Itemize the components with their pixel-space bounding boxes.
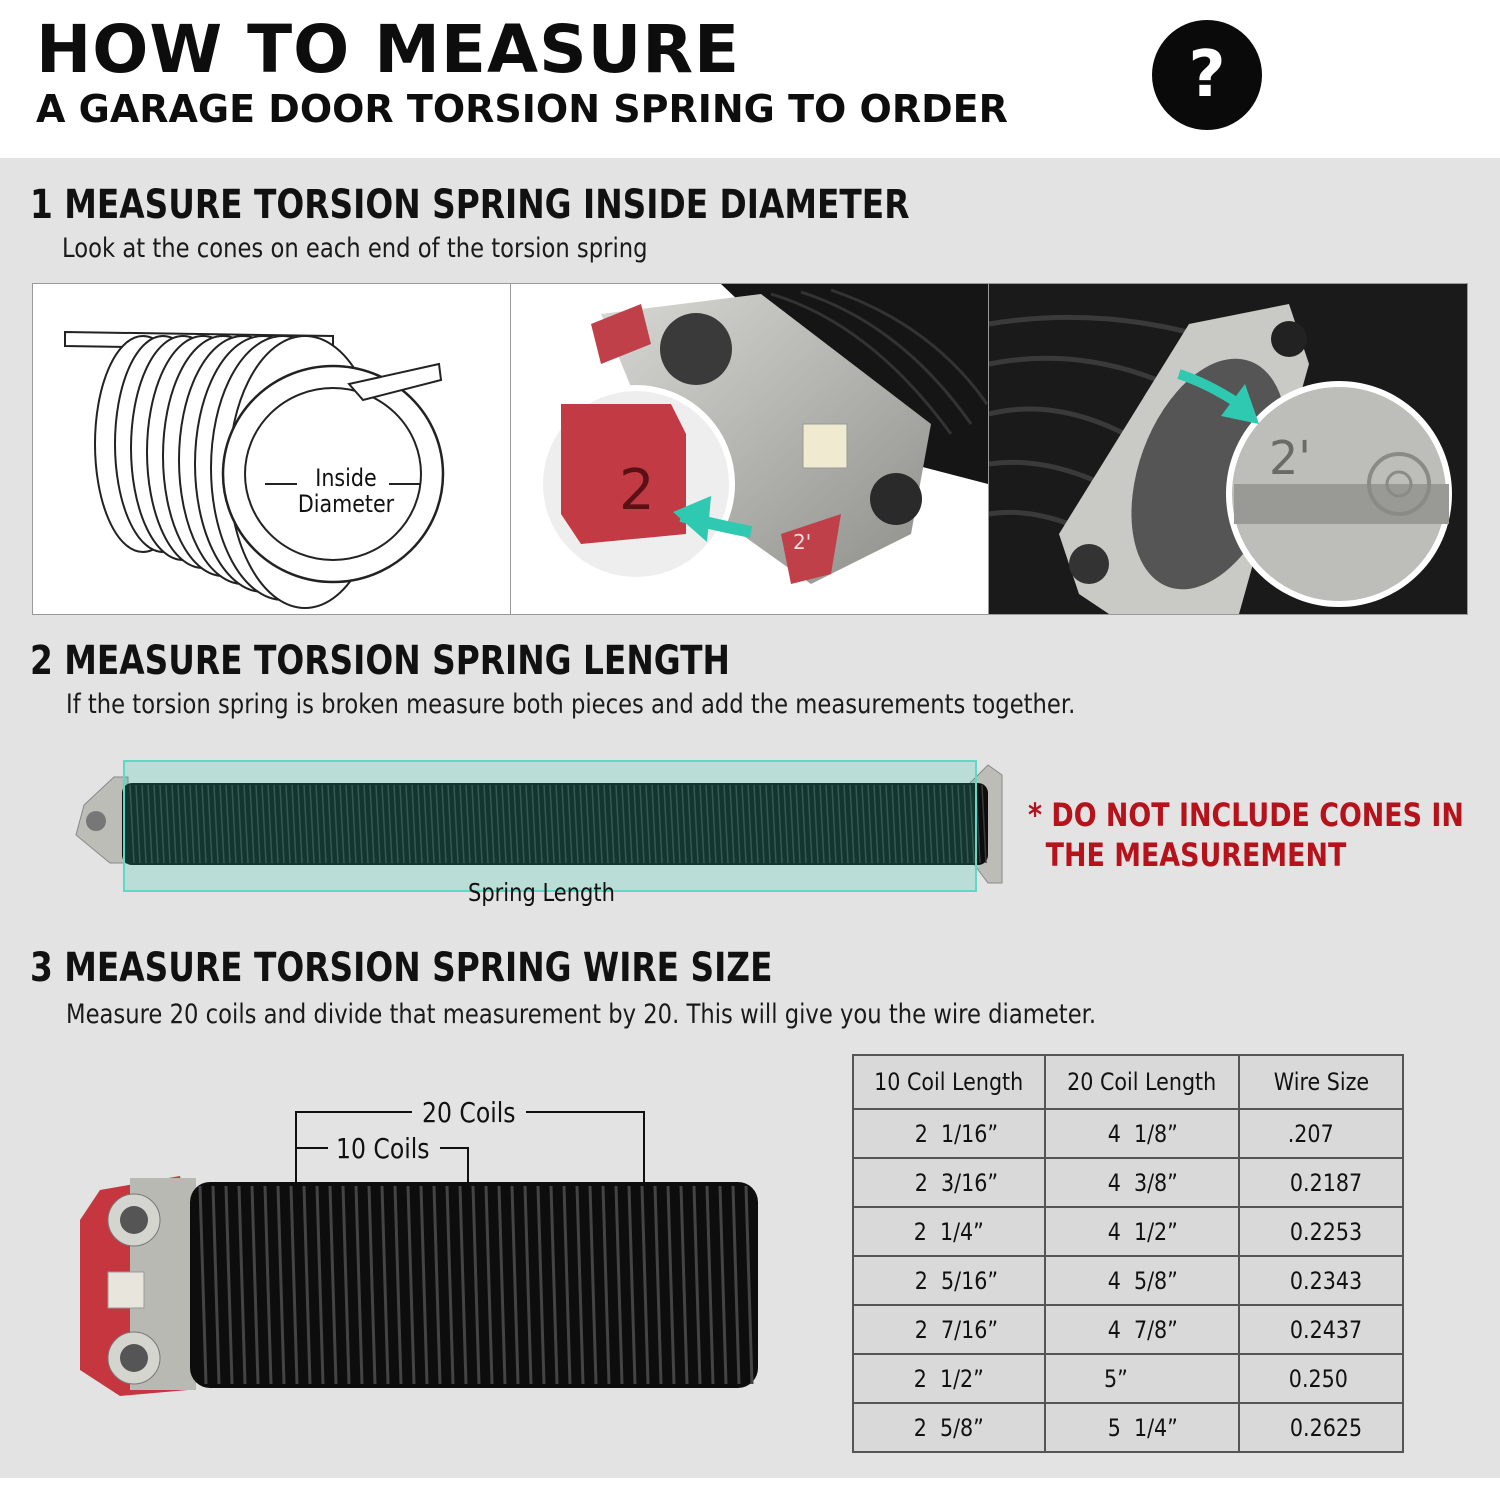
step2-subtitle: If the torsion spring is broken measure both pieces and add the measurements together. [66, 689, 1076, 720]
table-row [853, 1354, 1403, 1403]
table-row [853, 1305, 1403, 1354]
wire-size-table [852, 1054, 1404, 1453]
header [0, 0, 1500, 158]
cell-10-coil: 2 5/16” [853, 1256, 1045, 1305]
cone-size-mark-alt: 2' [1269, 431, 1311, 485]
inside-label-1: Inside [315, 464, 377, 493]
cell-wire-size: 0.250 [1239, 1354, 1403, 1403]
step1-title: 1 MEASURE TORSION SPRING INSIDE DIAMETER [30, 182, 910, 228]
cell-wire-size: 0.2187 [1239, 1158, 1403, 1207]
footer [0, 1478, 1500, 1500]
step3-title: 3 MEASURE TORSION SPRING WIRE SIZE [30, 945, 773, 991]
cell-10-coil: 2 1/2” [853, 1354, 1045, 1403]
cone-size-mark: 2 [619, 458, 655, 523]
ten-coils-label: 10 Coils [336, 1132, 430, 1165]
cell-wire-size: 0.2343 [1239, 1256, 1403, 1305]
cell-20-coil: 4 3/8” [1045, 1158, 1239, 1207]
cell-20-coil: 4 7/8” [1045, 1305, 1239, 1354]
cell-20-coil: 4 1/2” [1045, 1207, 1239, 1256]
twenty-coils-label: 20 Coils [422, 1096, 516, 1129]
cell-10-coil: 2 1/16” [853, 1109, 1045, 1158]
inside-label-2: Diameter [297, 490, 395, 519]
cell-wire-size: .207 [1239, 1109, 1403, 1158]
cell-20-coil: 5” [1045, 1354, 1239, 1403]
cone-warning [1028, 795, 1464, 875]
cell-wire-size: 0.2625 [1239, 1403, 1403, 1452]
cell-10-coil: 2 1/4” [853, 1207, 1045, 1256]
page-subtitle: A GARAGE DOOR TORSION SPRING TO ORDER [36, 87, 1008, 131]
cell-20-coil: 4 5/8” [1045, 1256, 1239, 1305]
inside-diameter-diagram [33, 284, 511, 614]
cell-20-coil: 5 1/4” [1045, 1403, 1239, 1452]
cell-10-coil: 2 7/16” [853, 1305, 1045, 1354]
header-20-coil: 20 Coil Length [1045, 1055, 1239, 1109]
table-header-row [853, 1055, 1403, 1109]
page-title: HOW TO MEASURE [36, 11, 741, 88]
cell-10-coil: 2 5/8” [853, 1403, 1045, 1452]
silver-cone-illustration [989, 284, 1467, 614]
warning-line-1: * DO NOT INCLUDE CONES IN [1028, 796, 1464, 834]
table-row [853, 1158, 1403, 1207]
cell-20-coil: 4 1/8” [1045, 1109, 1239, 1158]
header-10-coil: 10 Coil Length [853, 1055, 1045, 1109]
table-row [853, 1207, 1403, 1256]
step2-title: 2 MEASURE TORSION SPRING LENGTH [30, 638, 730, 684]
question-mark-icon: ? [1152, 20, 1262, 130]
spring-length-label: Spring Length [468, 878, 615, 907]
warning-line-2: THE MEASUREMENT [1045, 836, 1347, 874]
step1-subtitle: Look at the cones on each end of the torsion spring [62, 233, 648, 264]
cell-10-coil: 2 3/16” [853, 1158, 1045, 1207]
table-row [853, 1256, 1403, 1305]
step1-image-row [32, 283, 1468, 615]
spring-length-highlight [124, 761, 976, 891]
cone-size-mark-small: 2' [793, 530, 812, 554]
coil-diagram-svg [33, 284, 510, 614]
step3-subtitle: Measure 20 coils and divide that measurement by 20. This will give you the wire diameter. [66, 999, 1097, 1030]
cell-wire-size: 0.2437 [1239, 1305, 1403, 1354]
red-cone-illustration [511, 284, 989, 614]
table-row [853, 1403, 1403, 1452]
cell-wire-size: 0.2253 [1239, 1207, 1403, 1256]
table-row [853, 1109, 1403, 1158]
header-wire-size: Wire Size [1239, 1055, 1403, 1109]
